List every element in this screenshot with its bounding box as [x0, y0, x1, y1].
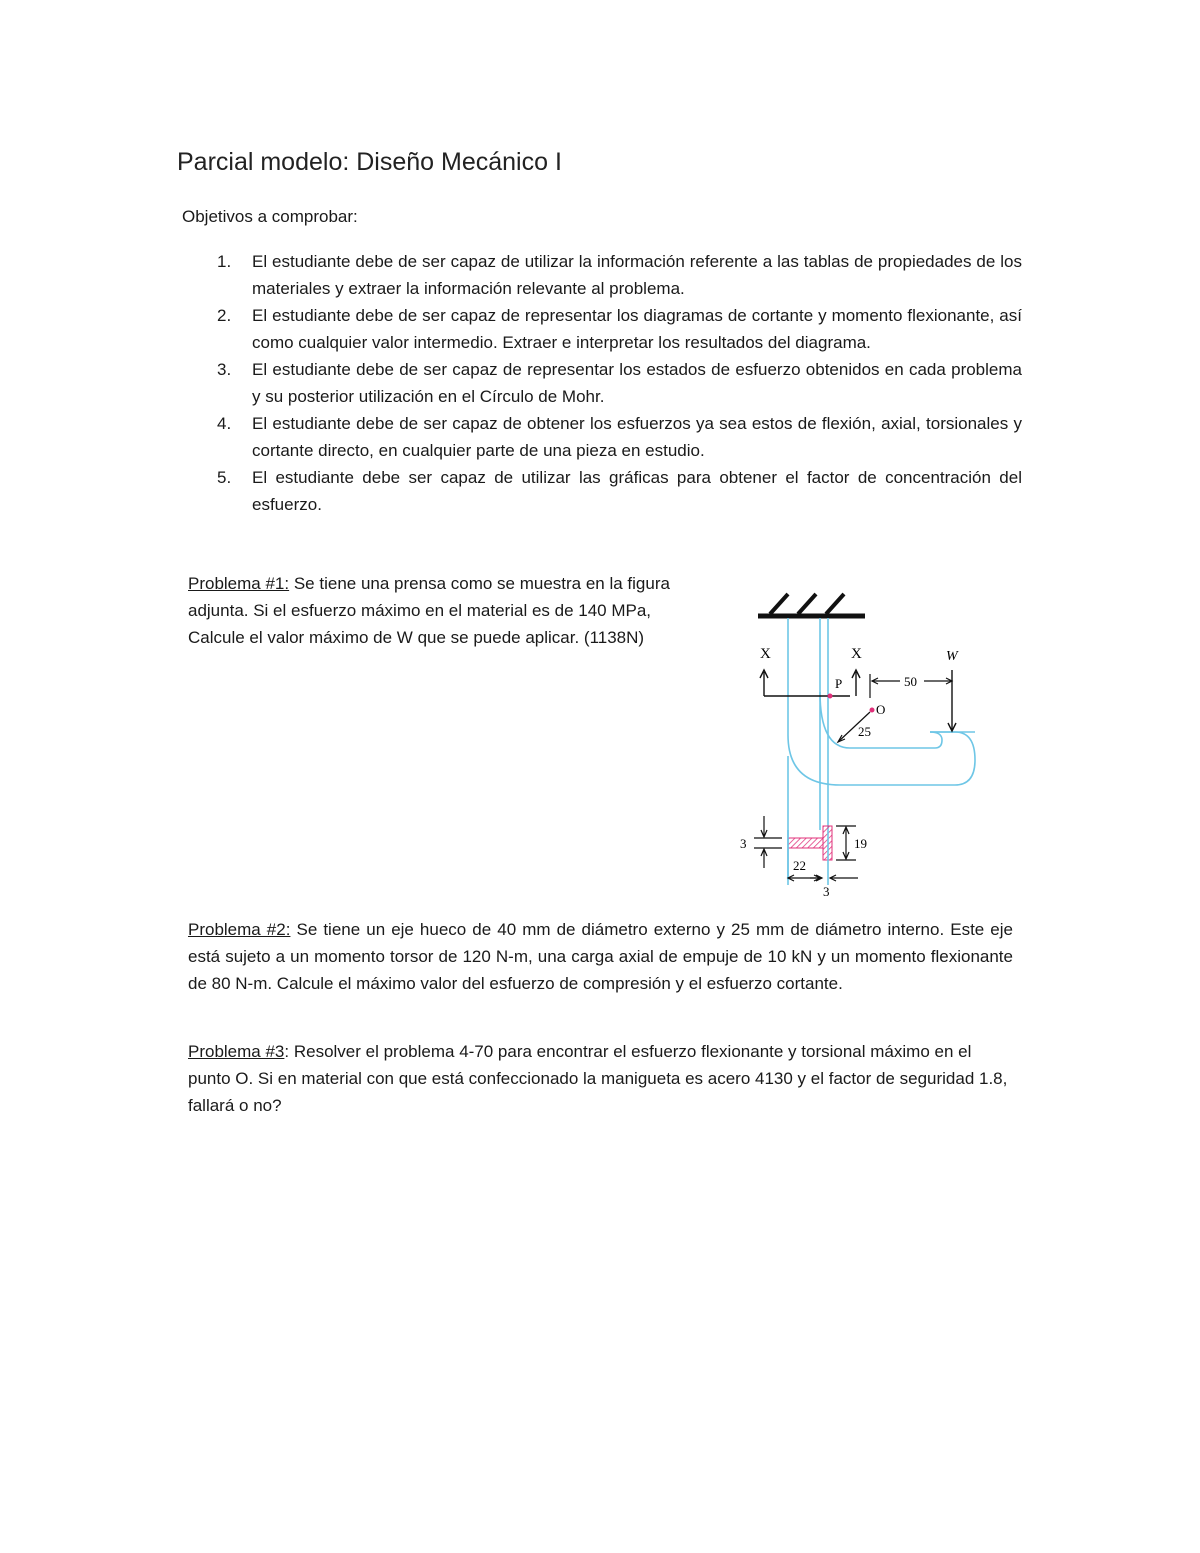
- list-text: El estudiante debe de ser capaz de representar los diagramas de cortante y momento flexionante, así como cualquier valor intermedio. Extraer e interpretar los resultados del diagrama.: [252, 306, 1022, 352]
- list-text: El estudiante debe ser capaz de utilizar las gráficas para obtener el factor de concentración del esfuerzo.: [252, 468, 1022, 514]
- label-w: W: [946, 649, 958, 664]
- dimension-19: [836, 826, 856, 860]
- label-o: O: [876, 702, 886, 717]
- list-number: 2.: [217, 306, 232, 325]
- problem-label: Problema #2:: [188, 920, 291, 939]
- dim-3-left: 3: [740, 836, 747, 851]
- list-number: 1.: [217, 252, 232, 271]
- problem-label: Problema #1:: [188, 574, 290, 593]
- list-text: El estudiante debe de ser capaz de utilizar la información referente a las tablas de propiedades de los materiales y extraer la información relevante al problema.: [252, 252, 1022, 298]
- section-line: [760, 670, 860, 696]
- label-x-left: X: [760, 646, 771, 662]
- list-item: [182, 410, 1022, 464]
- list-item: [182, 464, 1022, 518]
- list-item: [182, 248, 1022, 302]
- list-number: 4.: [217, 414, 232, 433]
- objectives-heading: Objetivos a comprobar:: [182, 207, 358, 226]
- list-number: 5.: [217, 468, 232, 487]
- list-text: El estudiante debe de ser capaz de representar los estados de esfuerzo obtenidos en cada problema y su posterior utilización en el Círculo de Mohr.: [252, 360, 1022, 406]
- dimension-3-bottom: [810, 875, 858, 881]
- dim-50: 50: [904, 674, 917, 689]
- problem-text: Se tiene una prensa como se muestra en la figura adjunta. Si el esfuerzo máximo en el material es de 140 MPa, Calcule el valor máximo de W que se puede aplicar. (1138N): [188, 574, 670, 647]
- ground-support: [758, 594, 865, 616]
- problem-2: [188, 916, 1013, 997]
- cross-section: [788, 826, 832, 885]
- problem-1: [188, 570, 708, 651]
- page-title: Parcial modelo: Diseño Mecánico I: [177, 148, 562, 176]
- objectives-list: [182, 248, 1022, 518]
- problem-text: Se tiene un eje hueco de 40 mm de diámetro externo y 25 mm de diámetro interno. Este eje está sujeto a un momento torsor de 120 N-m, una carga axial de empuje de 10 kN y un momento flexionante de 80 N-m. Calcule el máximo valor del esfuerzo de compresión y el esfuerzo cortante.: [188, 920, 1013, 993]
- dim-3-bottom: 3: [823, 884, 830, 899]
- point-p-marker: [828, 694, 833, 699]
- problem-label: Problema #3: [188, 1042, 285, 1061]
- label-p: P: [835, 676, 843, 691]
- point-o-marker: [870, 708, 875, 713]
- list-item: [182, 356, 1022, 410]
- list-text: El estudiante debe de ser capaz de obtener los esfuerzos ya sea estos de flexión, axial, torsionales y cortante directo, en cualquier parte de una pieza en estudio.: [252, 414, 1022, 460]
- dim-25: 25: [858, 724, 871, 739]
- clamp-figure: [730, 580, 990, 900]
- dim-19: 19: [854, 836, 867, 851]
- dim-22: 22: [793, 858, 806, 873]
- problem-text: : Resolver el problema 4-70 para encontrar el esfuerzo flexionante y torsional máximo en el punto O. Si en material con que está confeccionado la manigueta es acero 4130 y el factor de seguridad 1.8, fallará o no?: [188, 1042, 1008, 1115]
- list-item: [182, 302, 1022, 356]
- label-x-right: X: [851, 646, 862, 662]
- problem-3: [188, 1038, 1013, 1119]
- dimension-3-left: [754, 816, 782, 868]
- list-number: 3.: [217, 360, 232, 379]
